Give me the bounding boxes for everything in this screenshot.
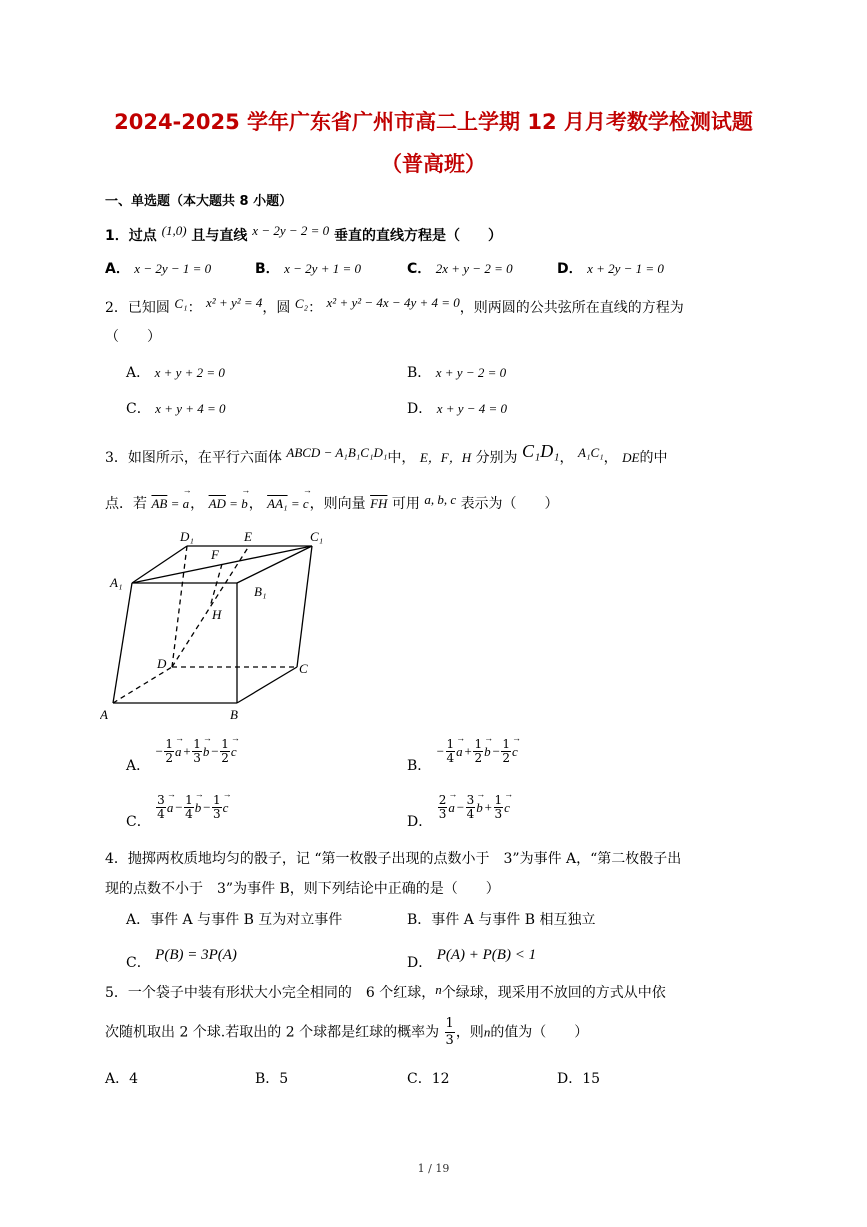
option-label: D． — [407, 401, 433, 417]
question-2-stem — [105, 297, 684, 317]
fraction — [473, 738, 483, 765]
stem-text: 的值为（ ） — [490, 1024, 589, 1041]
fraction — [501, 738, 511, 765]
math-line: x − 2y − 2 = 0 — [252, 223, 330, 238]
denominator: 4 — [446, 751, 455, 765]
option-label: B． — [407, 757, 432, 774]
vector-b: → b — [484, 744, 491, 759]
label-d1: D₁ — [180, 529, 194, 544]
stem-text: 如图所示，在平行六面体 — [127, 450, 282, 466]
option-label: A． — [126, 757, 151, 774]
vector-a: → a — [448, 800, 455, 815]
denominator: 4 — [466, 807, 475, 821]
option-label: D． — [407, 955, 433, 971]
label-b1: B₁ — [254, 584, 267, 599]
numerator: 1 — [165, 737, 173, 751]
stem-text: 已知圆 — [127, 300, 170, 316]
option-4b: B．事件 A 与事件 B 相互独立 — [407, 912, 596, 928]
edge-cc1 — [297, 546, 312, 667]
stem-text: ： — [308, 300, 323, 316]
option-value: 5 — [279, 1071, 289, 1087]
vector-b: → b — [203, 744, 210, 759]
fraction — [438, 794, 448, 821]
stem-text: 抛掷两枚质地均匀的骰子，记 “第一枚骰子出现的点数小于 3”为事件 A，“第二枚骰子出 — [127, 851, 682, 867]
math-equation: x² + y² = 4 — [206, 295, 263, 310]
vector-aa1: AA₁ — [267, 496, 288, 511]
label-d: D — [157, 656, 167, 671]
math-sign: − — [154, 743, 164, 759]
page-number: 1 / 19 — [417, 1162, 450, 1175]
stem-text: ，则向量 — [309, 496, 366, 512]
math-circle-label: C₂ — [294, 296, 309, 311]
stem-text: 的中 — [639, 450, 668, 466]
vector-ab: $\overline{AB}$ — [151, 496, 168, 511]
question-5-stem-line2 — [105, 1016, 588, 1049]
stem-text: 个绿球，现采用不放回的方式从中依 — [441, 985, 666, 1001]
math-sign: + — [463, 743, 473, 759]
option-label: C． — [407, 1071, 432, 1087]
option-1b — [255, 258, 361, 278]
option-3c — [126, 793, 229, 830]
numerator: 1 — [193, 737, 201, 751]
denominator: 4 — [185, 807, 193, 821]
fraction — [220, 738, 230, 765]
denominator: 2 — [474, 751, 483, 765]
option-2c — [126, 398, 226, 418]
numerator: 1 — [213, 793, 221, 807]
denominator: 3 — [438, 807, 447, 821]
stem-text: 且与直线 — [191, 228, 248, 244]
question-number: 1． — [105, 228, 129, 244]
math-n: n — [435, 982, 442, 997]
option-expr: x + y + 2 = 0 — [154, 365, 225, 380]
option-1d — [557, 258, 664, 278]
label-c: C — [299, 661, 308, 676]
numerator: 1 — [445, 1016, 454, 1031]
numerator: 2 — [438, 793, 447, 807]
question-number: 4． — [105, 851, 128, 867]
math-sign: − — [491, 743, 501, 759]
stem-text: ， — [248, 496, 263, 512]
option-4d — [407, 944, 537, 971]
math-sign: − — [455, 799, 465, 815]
fraction — [164, 738, 174, 765]
option-label: D． — [557, 1071, 583, 1087]
option-expr: x + y − 2 = 0 — [435, 365, 507, 380]
question-number: 5． — [105, 985, 128, 1001]
parallelepiped-figure — [100, 525, 340, 725]
option-1a — [105, 258, 211, 278]
math-sign: − — [202, 799, 212, 815]
option-value: 12 — [431, 1071, 450, 1087]
math-segment: A₁C₁ — [578, 445, 604, 460]
stem-text: 分别为 — [475, 450, 518, 466]
question-number: 3． — [105, 450, 128, 466]
numerator: 1 — [185, 793, 193, 807]
option-expr: 2x + y − 2 = 0 — [435, 261, 513, 276]
math-point: (1,0) — [161, 223, 187, 238]
edge-bc — [237, 667, 297, 703]
option-5c — [407, 1068, 450, 1088]
option-expr: x − 2y + 1 = 0 — [284, 261, 361, 276]
vector-c: → c — [504, 800, 510, 815]
numerator: 1 — [221, 737, 229, 751]
stem-text: ，则 — [455, 1024, 484, 1041]
math-solid: ABCD − A₁B₁C₁D₁ — [286, 445, 388, 460]
vector-c: → c — [231, 744, 237, 759]
option-label: D． — [557, 261, 583, 277]
denominator: 4 — [157, 807, 165, 821]
vector-c: → c — [223, 800, 229, 815]
math-sign: + — [182, 743, 192, 759]
math-circle-label: C₁ — [174, 296, 188, 311]
question-3-stem-line1 — [105, 441, 668, 467]
vector-b: → b — [241, 496, 248, 511]
question-3-stem-line2 — [105, 493, 559, 513]
denominator: 3 — [445, 1033, 454, 1048]
option-label: C． — [126, 813, 151, 830]
stem-text: ， — [603, 450, 618, 466]
math-sign: − — [435, 743, 445, 759]
math-sign: + — [483, 799, 493, 815]
math-equation: x² + y² − 4x − 4y + 4 = 0 — [326, 295, 460, 310]
option-value: 4 — [129, 1071, 139, 1087]
option-expr: x + y + 4 = 0 — [155, 401, 226, 416]
probability-fraction — [445, 1016, 455, 1049]
option-4c — [126, 944, 237, 971]
label-f: F — [211, 547, 219, 562]
numerator: 1 — [494, 793, 503, 807]
stem-text: 垂直的直线方程是（ ） — [334, 228, 503, 244]
stem-text: ： — [187, 300, 202, 316]
math-points: E，F，H — [419, 450, 472, 465]
segment-fh-hidden — [210, 564, 222, 607]
edge-aa1 — [113, 583, 132, 703]
vector-b: → b — [195, 800, 202, 815]
option-3a — [126, 737, 238, 774]
vector-list: a, b, c — [424, 492, 457, 507]
fraction — [192, 738, 202, 765]
denominator: 3 — [213, 807, 221, 821]
stem-text: 一个袋子中装有形状大小完全相同的 6 个红球， — [127, 985, 436, 1001]
fraction — [494, 794, 504, 821]
fraction — [156, 794, 166, 821]
option-expr: P(A) + P(B) < 1 — [436, 947, 537, 963]
numerator: 1 — [502, 737, 511, 751]
section-heading: 一、单选题（本大题共 8 小题） — [105, 194, 293, 209]
stem-text: ， — [559, 450, 574, 466]
vector-b: → b — [476, 800, 483, 815]
option-label: C． — [126, 401, 151, 417]
option-label: B． — [407, 365, 432, 381]
fraction — [212, 794, 222, 821]
label-h: H — [212, 607, 222, 622]
option-label: C． — [407, 261, 432, 277]
question-4-stem-line2: 现的点数不小于 3”为事件 B，则下列结论中正确的是（ ） — [105, 881, 500, 897]
math-segment: DE — [622, 450, 640, 465]
option-label: A． — [105, 1071, 130, 1087]
numerator: 3 — [466, 793, 475, 807]
label-e: E — [244, 529, 252, 544]
vector-ad: $\overline{AD}$ — [208, 496, 226, 511]
option-4a: A．事件 A 与事件 B 互为对立事件 — [126, 912, 343, 928]
vector-a: → a — [456, 744, 463, 759]
label-c1: C₁ — [310, 529, 324, 544]
stem-text: 中， — [387, 450, 416, 466]
option-label: D． — [407, 813, 433, 830]
exam-subtitle: （普高班） — [381, 152, 486, 176]
vector-fh: $\overline{FH}$ — [370, 496, 388, 511]
denominator: 2 — [165, 751, 173, 765]
vector-c: → c — [512, 744, 518, 759]
option-2d — [407, 398, 507, 418]
stem-text: ， — [190, 496, 205, 512]
option-2b — [407, 362, 506, 382]
edge-dd1-hidden — [172, 546, 187, 667]
answer-paren: （ ） — [105, 329, 161, 345]
math-equals: = — [287, 496, 303, 511]
stem-text: 次随机取出 2 个球.若取出的 2 个球都是红球的概率为 — [105, 1024, 440, 1041]
option-label: C． — [126, 955, 151, 971]
stem-text: 过点 — [128, 228, 157, 244]
option-2a — [126, 362, 225, 382]
math-n: n — [483, 1024, 491, 1040]
option-expr: P(B) = 3P(A) — [155, 947, 237, 963]
option-expr: x + 2y − 1 = 0 — [587, 261, 664, 276]
stem-text: 点．若 — [105, 496, 147, 512]
option-expr: x − 2y − 1 = 0 — [134, 261, 212, 276]
stem-text: ，圆 — [262, 300, 291, 316]
numerator: 3 — [157, 793, 165, 807]
option-label: B． — [255, 1071, 280, 1087]
option-5a — [105, 1068, 138, 1088]
math-equals: = — [167, 496, 183, 511]
option-value: 15 — [582, 1071, 601, 1087]
fraction — [184, 794, 194, 821]
vector-a: → a — [167, 800, 174, 815]
denominator: 2 — [221, 751, 229, 765]
option-expr: x + y − 4 = 0 — [436, 401, 508, 416]
vector-a: → a — [175, 744, 182, 759]
numerator: 1 — [446, 737, 455, 751]
option-1c — [407, 258, 513, 278]
fraction — [446, 738, 456, 765]
label-b: B — [230, 707, 238, 722]
denominator: 3 — [193, 751, 201, 765]
math-segment: C₁D₁ — [522, 441, 560, 461]
option-5b — [255, 1068, 288, 1088]
question-4-stem-line1 — [105, 848, 681, 868]
vector-a: → a — [183, 496, 190, 511]
question-5-stem-line1 — [105, 982, 666, 1002]
denominator: 2 — [502, 751, 511, 765]
option-label: A． — [126, 365, 151, 381]
denominator: 3 — [494, 807, 503, 821]
label-a: A — [100, 707, 108, 722]
option-label: B． — [255, 261, 280, 277]
edge-ad-hidden — [113, 667, 172, 703]
edge-b1c1 — [237, 546, 312, 583]
stem-text: 可用 — [391, 496, 420, 512]
option-5d — [557, 1068, 600, 1088]
exam-title: 2024-2025 学年广东省广州市高二上学期 12 月月考数学检测试题 — [114, 110, 753, 134]
option-3d — [407, 793, 511, 830]
option-3b — [407, 737, 519, 774]
question-number: 2． — [105, 300, 128, 316]
question-1-stem — [105, 225, 502, 245]
option-label: A． — [105, 261, 130, 277]
stem-text: 表示为（ ） — [460, 496, 559, 512]
stem-text: ，则两圆的公共弦所在直线的方程为 — [459, 300, 684, 316]
math-sign: − — [210, 743, 220, 759]
math-equals: = — [225, 496, 242, 511]
numerator: 1 — [474, 737, 483, 751]
vector-c: → c — [303, 496, 309, 511]
label-a1: A₁ — [110, 575, 123, 590]
math-sign: − — [174, 799, 184, 815]
fraction — [466, 794, 476, 821]
